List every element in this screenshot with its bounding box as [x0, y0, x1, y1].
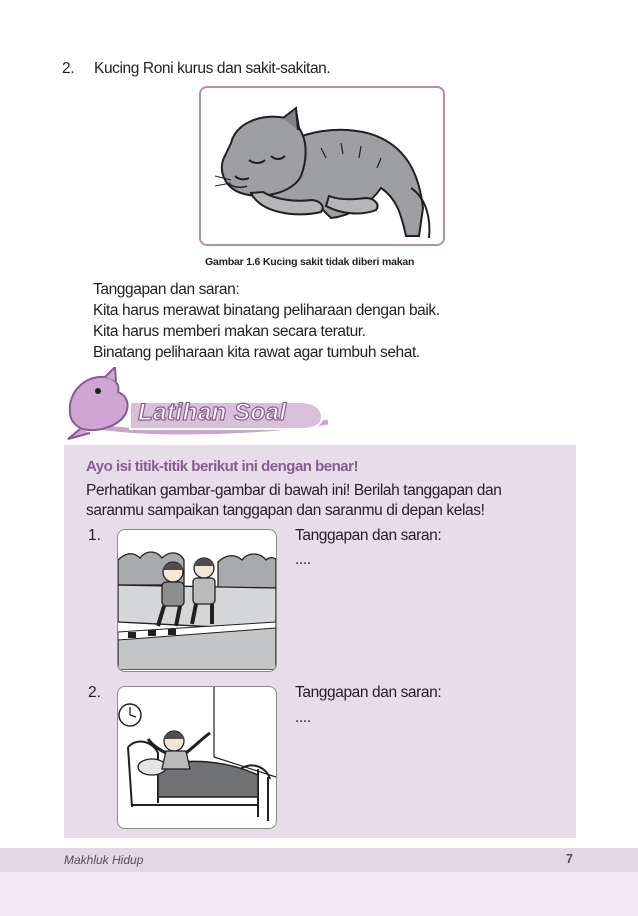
answer-blank: ....	[295, 709, 311, 726]
exercise-item-number: 2.	[88, 684, 101, 701]
response-line: Binatang peliharaan kita rawat agar tumbuh sehat.	[93, 344, 420, 361]
response-block	[93, 279, 440, 363]
exercise-response-label: Tanggapan dan saran:	[295, 527, 442, 544]
children-sitting-illustration	[118, 530, 276, 670]
exercise-picture	[117, 529, 277, 672]
exercise-heading: Ayo isi titik-titik berikut ini dengan benar!	[86, 458, 358, 475]
response-line: Kita harus memberi makan secara teratur.	[93, 323, 366, 340]
latihan-soal-banner	[60, 367, 332, 442]
item-number: 2.	[62, 60, 75, 77]
sick-cat-illustration	[201, 88, 443, 244]
exercise-response-label: Tanggapan dan saran:	[295, 684, 442, 701]
item-text: Kucing Roni kurus dan sakit-sakitan.	[94, 60, 331, 77]
cat-figure	[199, 86, 445, 246]
response-label: Tanggapan dan saran:	[93, 281, 240, 298]
response-line: Kita harus merawat binatang peliharaan dengan baik.	[93, 302, 440, 319]
footer-book-title: Makhluk Hidup	[64, 853, 144, 867]
exercise-item-number: 1.	[88, 527, 101, 544]
answer-blank: ....	[295, 551, 311, 568]
figure-caption: Gambar 1.6 Kucing sakit tidak diberi makan	[205, 256, 415, 268]
child-in-bed-illustration	[118, 687, 276, 827]
page-number: 7	[566, 852, 573, 866]
banner-title: Latihan Soal	[138, 399, 287, 426]
exercise-picture	[117, 686, 277, 829]
exercise-instruction: Perhatikan gambar-gambar di bawah ini! Berilah tanggapan dan	[86, 482, 502, 499]
exercise-instruction: saranmu sampaikan tanggapan dan saranmu di depan kelas!	[86, 502, 485, 519]
footer-band	[0, 872, 638, 916]
